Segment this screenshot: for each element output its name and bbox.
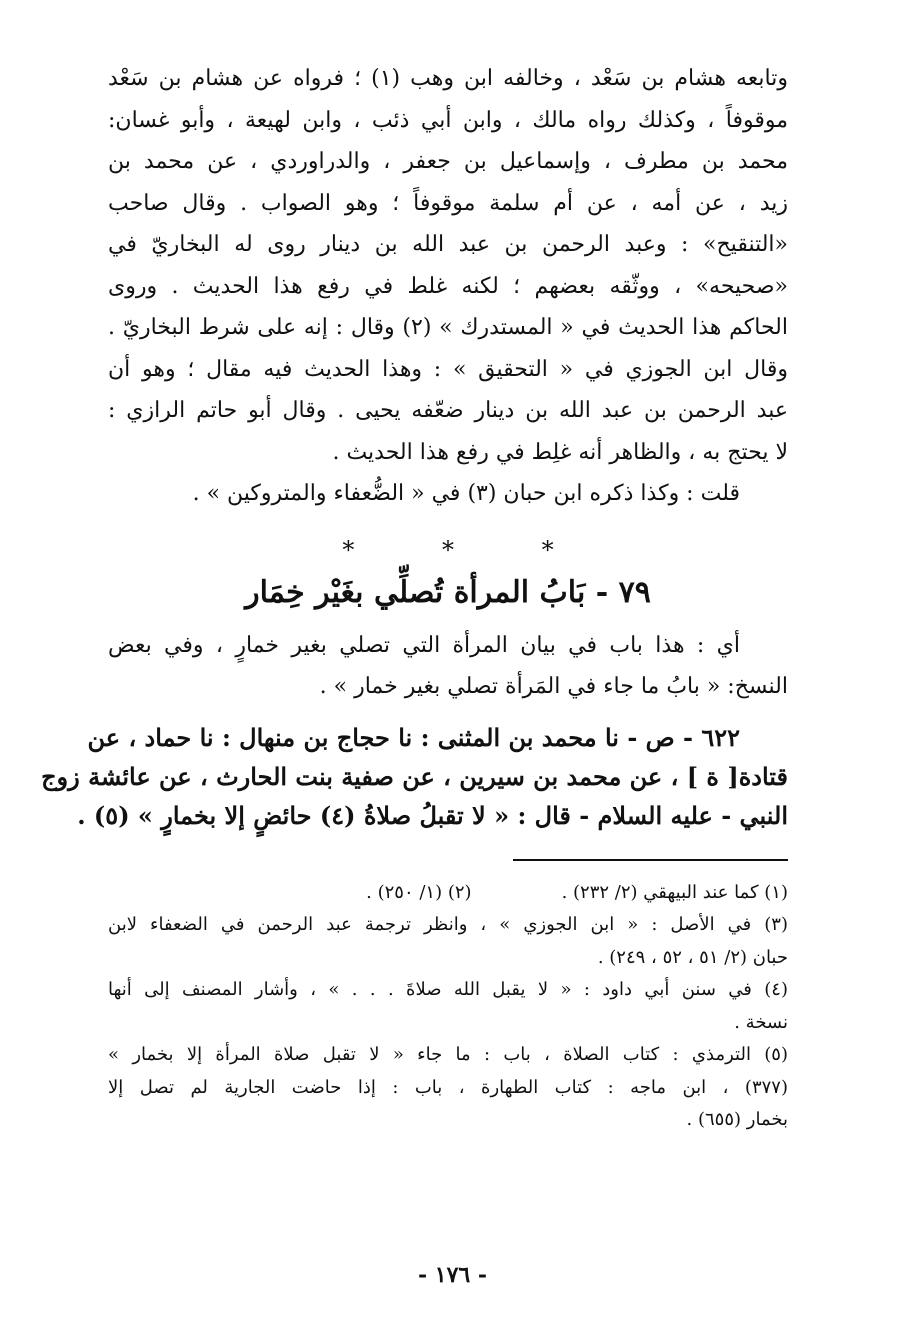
footnote-line: (٣) في الأصل : « ابن الجوزي » ، وانظر ترجمة عبد الرحمن في الضعفاء لابن bbox=[108, 914, 788, 935]
footnote-line: نسخة . bbox=[734, 1011, 788, 1033]
footnote-2: (٢) (١/ ٢٥٠) . bbox=[366, 881, 472, 903]
footnote-line: بخمار (٦٥٥) . bbox=[686, 1109, 788, 1130]
body-line: وقال ابن الجوزي في « التحقيق » : وهذا الحديث فيه مقال ؛ وهو أن bbox=[108, 356, 788, 382]
book-page bbox=[41, 58, 788, 1137]
footnote-5 bbox=[108, 1039, 788, 1137]
footnote-line: (٥) الترمذي : كتاب الصلاة ، باب : ما جاء « لا تقبل صلاة المرأة إلا بخمار » bbox=[108, 1044, 788, 1065]
footnote-line: (٣٧٧) ، ابن ماجه : كتاب الطهارة ، باب : إذا حاضت الجارية لم تصل إلا bbox=[108, 1076, 788, 1098]
footnote-line: (٤) في سنن أبي داود : « لا يقبل الله صلاةَ . . . » ، وأشار المصنف إلى أنها bbox=[108, 979, 788, 1000]
chapter-line: النسخ: « بابُ ما جاء في المَرأة تصلي بغير خمار » . bbox=[319, 674, 788, 699]
body-line: محمد بن مطرف ، وإسماعيل بن جعفر ، والدراوردي ، عن محمد بن bbox=[108, 149, 788, 174]
body-line: عبد الرحمن بن عبد الله بن دينار ضعّفه يحيى . وقال أبو حاتم الرازي : bbox=[108, 398, 788, 423]
author-note-line: قلت : وكذا ذكره ابن حبان (٣) في « الضُّعفاء والمتروكين » . bbox=[192, 481, 740, 506]
page-number: - ١٧٦ - bbox=[417, 1262, 488, 1288]
footnote-4 bbox=[108, 974, 788, 1039]
body-line: الحاكم هذا الحديث في « المستدرك » (٢) وقال : إنه على شرط البخاريّ . bbox=[108, 315, 788, 340]
footnotes bbox=[108, 877, 788, 1137]
chapter-heading: ٧٩ - بَابُ المرأة تُصلِّي بغَيْر خِمَار bbox=[245, 574, 651, 610]
commentary-paragraph bbox=[108, 58, 788, 515]
footnote-row-1-2 bbox=[108, 877, 788, 910]
body-line: وتابعه هشام بن سَعْد ، وخالفه ابن وهب (١) ؛ فرواه عن هشام بن سَعْد bbox=[108, 66, 788, 91]
hadith-text bbox=[41, 718, 788, 835]
body-line: زيد ، عن أمه ، عن أم سلمة موقوفاً ؛ وهو الصواب . وقال صاحب bbox=[108, 190, 788, 216]
hadith-line: قتادة[ ة ] ، عن محمد بن سيرين ، عن صفية بنت الحارث ، عن عائشة زوج bbox=[41, 761, 788, 791]
footnote-line: حبان (٢/ ٥١ ، ٥٢ ، ٢٤٩) . bbox=[597, 946, 788, 968]
chapter-line: أي : هذا باب في بيان المرأة التي تصلي بغير خمارٍ ، وفي بعض bbox=[108, 632, 740, 658]
hadith-line: ٦٢٢ - ص - نا محمد بن المثنى : نا حجاج بن منهال : نا حماد ، عن bbox=[87, 722, 740, 752]
footnote-1: (١) كما عند البيهقي (٢/ ٢٣٢) . bbox=[561, 881, 788, 903]
body-line: موقوفاً ، وكذلك رواه مالك ، وابن أبي ذئب ، وابن لهيعة ، وأبو غسان: bbox=[108, 107, 788, 133]
footnote-divider bbox=[513, 859, 788, 861]
body-line: «صحيحه» ، ووثّقه بعضهم ؛ لكنه غلط في رفع هذا الحديث . وروى bbox=[108, 273, 788, 299]
body-line: لا يحتج به ، والظاهر أنه غلِط في رفع هذا الحديث . bbox=[332, 439, 788, 465]
section-separator-stars: * * * bbox=[342, 535, 594, 564]
chapter-explanation bbox=[108, 625, 788, 708]
body-line: «التنقيح» : وعبد الرحمن بن عبد الله بن دينار روى له البخاريّ في bbox=[108, 232, 788, 257]
hadith-line: النبي - عليه السلام - قال : « لا تقبلُ صلاةُ (٤) حائضٍ إلا بخمارٍ » (٥) . bbox=[77, 800, 788, 830]
footnote-3 bbox=[108, 909, 788, 974]
